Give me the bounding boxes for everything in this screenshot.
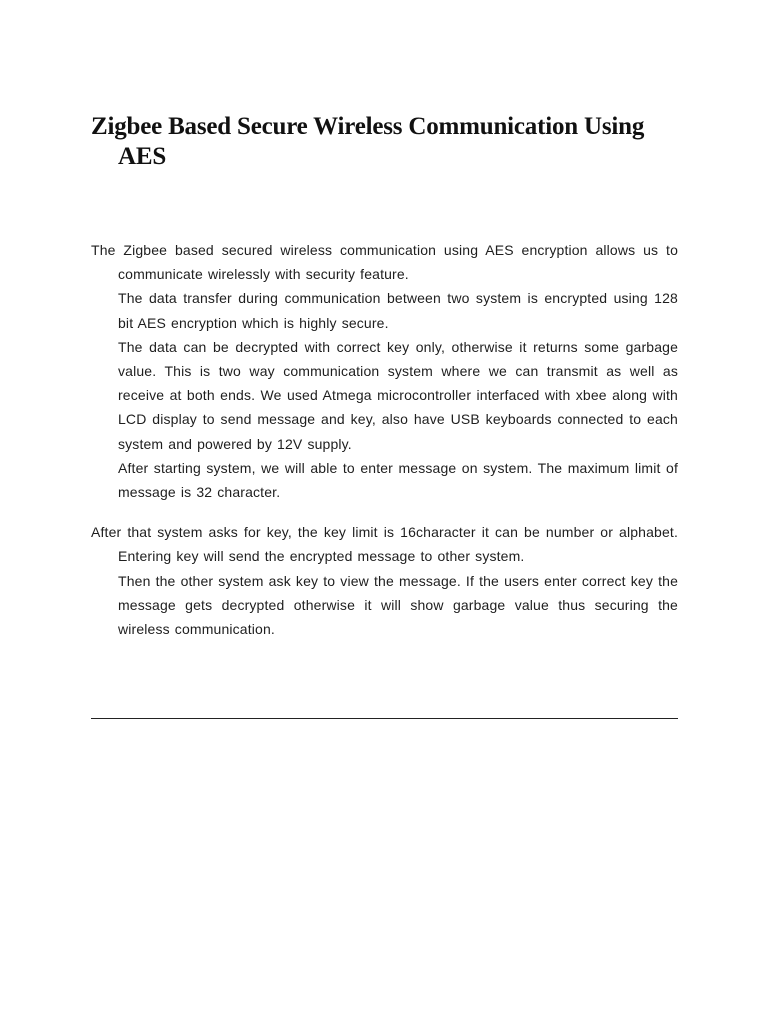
- paragraph-view-message: Then the other system ask key to view the message. If the users enter correct key the message gets decrypted otherwise it will show garbage value thus securing the wireless communication.: [118, 572, 678, 638]
- document-page: [91, 112, 678, 641]
- document-body: [91, 238, 678, 641]
- document-title: Zigbee Based Secure Wireless Communication Using AES: [91, 113, 645, 170]
- paragraph-decryption: The data can be decrypted with correct key only, otherwise it returns some garbage value. This is two way communication system where we can transmit as well as receive at both ends. We used Atmega microcontroller interfaced with xbee along with LCD display to send message and key, also have USB keyboards connected to each system and powered by 12V supply.: [118, 338, 678, 452]
- paragraph-message-entry: After starting system, we will able to enter message on system. The maximum limit of message is 32 character.: [118, 459, 678, 501]
- paragraph-intro: The Zigbee based secured wireless communication using AES encryption allows us to communicate wirelessly with security feature.: [91, 242, 678, 283]
- horizontal-divider: [91, 718, 678, 719]
- paragraph-data-transfer: The data transfer during communication between two system is encrypted using 128 bit AES encryption which is highly secure.: [118, 290, 678, 331]
- paragraph-key-entry: After that system asks for key, the key limit is 16character it can be number or alphabet. Entering key will send the encrypted message to other system.: [91, 524, 678, 565]
